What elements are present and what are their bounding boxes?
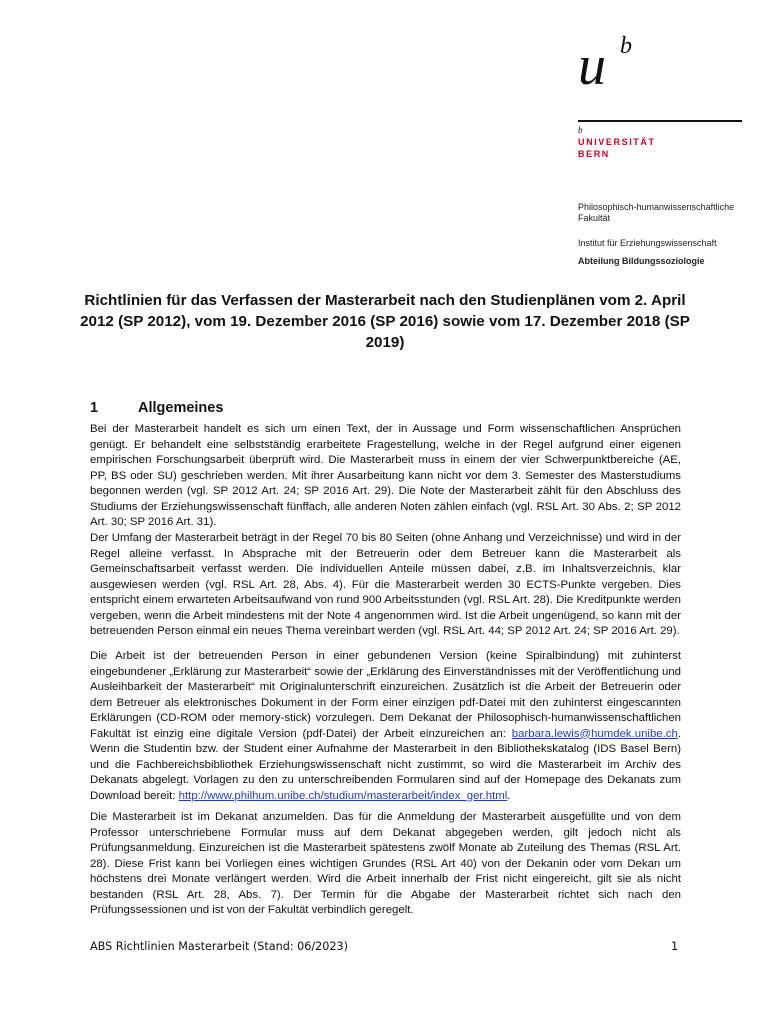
logo-u-glyph: u [578, 35, 606, 97]
footer-label: ABS Richtlinien Masterarbeit (Stand: 06/2023) [90, 940, 349, 953]
faculty-name: Philosophisch-humanwissenschaftliche Fakultät [578, 202, 735, 223]
dean-office-email-link[interactable]: barbara.lewis@humdek.unibe.ch [511, 727, 678, 740]
logo-small-b: b [578, 125, 583, 135]
logo-b-glyph: b [620, 33, 632, 59]
forms-download-link[interactable]: http://www.philhum.unibe.ch/studium/masterarbeit/index_ger.html [178, 789, 508, 802]
section-title: Allgemeines [138, 400, 224, 416]
institute-name: Institut für Erziehungswissenschaft [578, 238, 717, 248]
document-title: Richtlinien für das Verfassen der Masterarbeit nach den Studienplänen vom 2. April 2012 (SP 2012), vom 19. Dezember 2016 (SP 2016) sowie vom 17. Dezember 2018 (SP 2019) [80, 292, 690, 351]
logo-divider [578, 120, 742, 122]
logo-city-name: BERN [578, 149, 610, 159]
paragraph-general: Bei der Masterarbeit handelt es sich um einen Text, der in Aussage und Form wissenschaftlichen Ansprüchen genügt. Er behandelt eine selbstständig erarbeitete Fragestellung, welche in der Regel aufgrund einer eigenen empirischen Forschungsarbeit überprüft wird. Die Masterarbeit muss in einem der vier Schwerpunktbereiche (AE, PP, BS oder SU) geschrieben werden. Mit ihrer Ausarbeitung kann nicht vor dem 3. Semester des Masterstudiums begonnen werden (vgl. SP 2012 Art. 24; SP 2016 Art. 29). Die Note der Masterarbeit zählt für den Abschluss des Studiums der Erziehungswissenschaft fünffach, alle anderen Noten zählen einfach (vgl. RSL Art. 30 Abs. 2; SP 2012 Art. 30; SP 2016 Art. 31). [90, 423, 681, 528]
paragraph-submission [90, 649, 681, 804]
paragraph-scope: Der Umfang der Masterarbeit beträgt in der Regel 70 bis 80 Seiten (ohne Anhang und Verzeichnisse) und wird in der Regel alleine verfasst. In Absprache mit der Betreuerin oder dem Betreuer kann die Masterarbeit als Gemeinschaftsarbeit verfasst werden. Die individuellen Anteile müssen dabei, z.B. im Inhaltsverzeichnis, klar ausgewiesen werden (vgl. RSL Art. 28, Abs. 4). Für die Masterarbeit werden 30 ECTS-Punkte vergeben. Dies entspricht einem erwarteten Arbeitsaufwand von rund 900 Arbeitsstunden (vgl. RSL Art. 28). Die Kreditpunkte werden vergeben, wenn die Arbeit mindestens mit der Note 4 angenommen wird. Ist die Arbeit ungenügend, so kann mit der betreuenden Person einmal ein neues Thema vereinbart werden (vgl. RSL Art. 44; SP 2012 Art. 24; SP 2016 Art. 29). [90, 532, 681, 637]
university-logo-mark [578, 34, 648, 104]
submission-text-b: . Wenn die Studentin bzw. der Student einer Aufnahme der Masterarbeit in den Bibliothekskatalog (IDS Basel Bern) und die Fachbereichsbibliothek Erziehungswissenschaft nicht zustimmt, so wird die Masterarbeit im Archiv des Dekanats abgelegt. Vorlagen zu den zu unterschreibenden Formularen sind auf der Homepage des Dekanats zum Download bereit: [90, 727, 681, 802]
submission-text-a: Die Arbeit ist der betreuenden Person in einer gebundenen Version (keine Spiralbindung) mit zuhinterst eingebundener „Erklärung zur Masterarbeit“ sowie der „Erklärung des Einverständnisses mit der Veröffentlichung und Ausleihbarkeit der Masterarbeit“ mit Originalunterschrift einzureichen. Zusätzlich ist die Arbeit der Betreuerin oder dem Betreuer als elektronisches Dokument in der Form einer einzigen pdf-Datei mit den zuhinterst eingescannten Erklärungen (CD-ROM oder memory-stick) vorzulegen. Dem Dekanat der Philosophisch-humanwissenschaftlichen Fakultät ist einzig eine digitale Version (pdf-Datei) der Arbeit einzureichen an: [90, 650, 681, 740]
section-number: 1 [90, 400, 99, 416]
section-heading [90, 400, 223, 416]
paragraph-registration: Die Masterarbeit ist im Dekanat anzumelden. Das für die Anmeldung der Masterarbeit ausgefüllte und von dem Professor unterschriebene Formular muss auf dem Dekanat abgegeben werden, gilt jedoch nicht als Prüfungsanmeldung. Einzureichen ist die Masterarbeit spätestens zwölf Monate ab Zuteilung des Themas (RSL Art. 28). Diese Frist kann bei Vorliegen eines wichtigen Grundes (RSL Art 40) von der Dekanin oder vom Dekan um höchstens drei Monate verlängert werden. Wird die Arbeit innerhalb der Frist nicht eingereicht, gilt sie als nicht bestanden (RSL Art. 28, Abs. 7). Der Termin für die Abgabe der Masterarbeit richtet sich nach den Prüfungssessionen und ist von der Fakultät verbindlich geregelt. [90, 811, 681, 916]
submission-text-c: . [507, 789, 511, 802]
page-number: 1 [671, 940, 679, 953]
logo-university-name: UNIVERSITÄT [578, 137, 656, 147]
department-name: Abteilung Bildungssoziologie [578, 256, 705, 266]
